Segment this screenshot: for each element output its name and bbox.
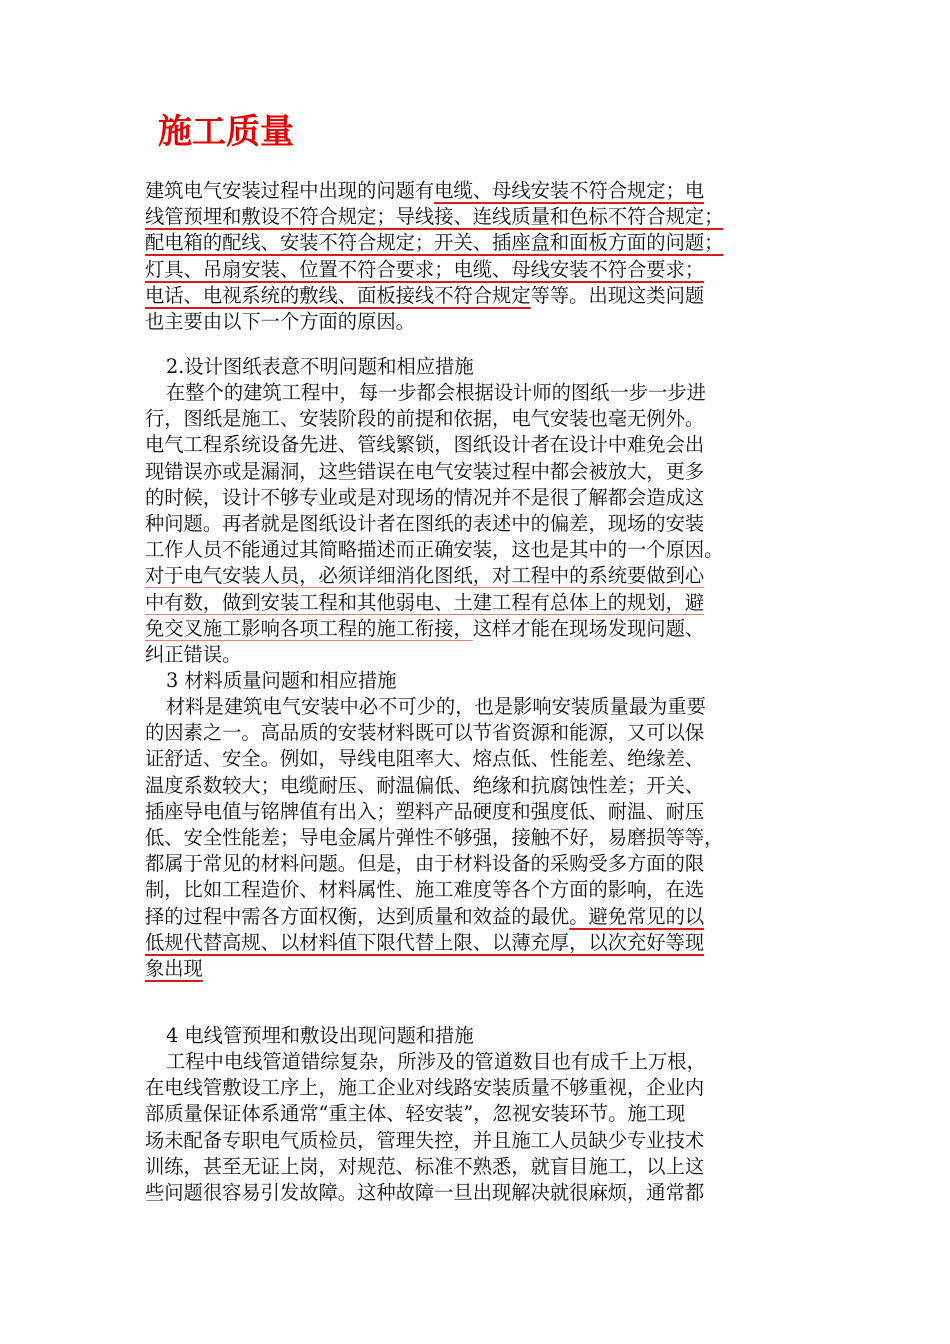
section-paragraph [145,1049,815,1206]
text-line: 都属于常见的材料问题。但是，由于材料设备的采购受多方面的限 [145,852,705,876]
text-line: 择的过程中需各方面权衡，达到质量和效益的最优。避免常见的以 [145,904,705,928]
section-heading: 3 材料质量问题和相应措施 [166,669,397,692]
section-paragraph [145,380,815,668]
text-line: 部质量保证体系通常“重主体、轻安装”，忽视安装环节。施工现 [145,1102,686,1126]
text-line: 低规代替高规、以材料值下限代替上限、以薄充厚，以次充好等现 [145,930,705,954]
text-line: 些问题很容易引发故障。这种故障一旦出现解决就很麻烦，通常都 [145,1180,705,1204]
text-line: 温度系数较大；电缆耐压、耐温偏低、绝缘和抗腐蚀性差；开关、 [145,773,705,797]
text-line: 建筑电气安装过程中出现的问题有电缆、母线安装不符合规定；电 [145,179,705,202]
text-line: 免交叉施工影响各项工程的施工衔接，这样才能在现场发现问题、 [145,616,705,640]
text-line: 线管预埋和敷设不符合规定；导线接、连线质量和色标不符合规定； [145,205,724,229]
text-line: 的因素之一。高品质的安装材料既可以节省资源和能源，又可以保 [145,721,705,745]
text-line: 材料是建筑电气安装中必不可少的，也是影响安装质量最为重要 [166,695,706,718]
text-line: 制，比如工程造价、材料属性、施工难度等各个方面的影响，在选 [145,878,705,902]
text-line: 纠正错误。 [145,642,242,666]
text-line: 配电箱的配线、安装不符合规定；开关、插座盒和面板方面的问题； [145,231,724,255]
text-line: 工程中电线管道错综复杂，所涉及的管道数目也有成千上万根， [166,1050,706,1073]
text-line: 也主要由以下一个方面的原因。 [145,309,415,333]
intro-paragraph [145,178,815,335]
text-line: 象出现 [145,956,203,980]
text-line: 电气工程系统设备先进、管线繁锁，图纸设计者在设计中难免会出 [145,433,705,457]
text-line: 插座导电值与铭牌值有出入；塑料产品硬度和强度低、耐温、耐压 [145,799,705,823]
section-heading: 4 电线管预埋和敷设出现问题和措施 [166,1024,474,1047]
section-paragraph [145,694,815,982]
text-line: 工作人员不能通过其简略描述而正确安装，这也是其中的一个原因。 [145,538,724,562]
text-line: 训练，甚至无证上岗，对规范、标准不熟悉，就盲目施工，以上这 [145,1154,705,1178]
section-heading: 2.设计图纸表意不明问题和相应措施 [166,355,474,378]
page-title: 施工质量 [158,112,294,152]
text-line: 证舒适、安全。例如，导线电阻率大、熔点低、性能差、绝缘差、 [145,747,705,771]
text-line: 对于电气安装人员，必须详细消化图纸，对工程中的系统要做到心 [145,564,705,588]
text-line: 在电线管敷设工序上，施工企业对线路安装质量不够重视，企业内 [145,1076,705,1100]
text-line: 的时候，设计不够专业或是对现场的情况并不是很了解都会造成这 [145,485,705,509]
text-line: 行，图纸是施工、安装阶段的前提和依据，电气安装也毫无例外。 [145,407,705,431]
text-line: 低、安全性能差；导电金属片弹性不够强，接触不好，易磨损等等， [145,825,724,849]
text-line: 种问题。再者就是图纸设计者在图纸的表述中的偏差，现场的安装 [145,511,705,535]
text-line: 中有数，做到安装工程和其他弱电、土建工程有总体上的规划，避 [145,590,705,614]
text-line: 灯具、吊扇安装、位置不符合要求；电缆、母线安装不符合要求； [145,257,705,281]
text-line: 现错误亦或是漏洞，这些错误在电气安装过程中都会被放大，更多 [145,459,705,483]
text-line: 电话、电视系统的敷线、面板接线不符合规定等等。出现这类问题 [145,283,705,307]
text-line: 场未配备专职电气质检员，管理失控，并且施工人员缺少专业技术 [145,1128,705,1152]
text-line: 在整个的建筑工程中，每一步都会根据设计师的图纸一步一步进 [166,381,706,404]
